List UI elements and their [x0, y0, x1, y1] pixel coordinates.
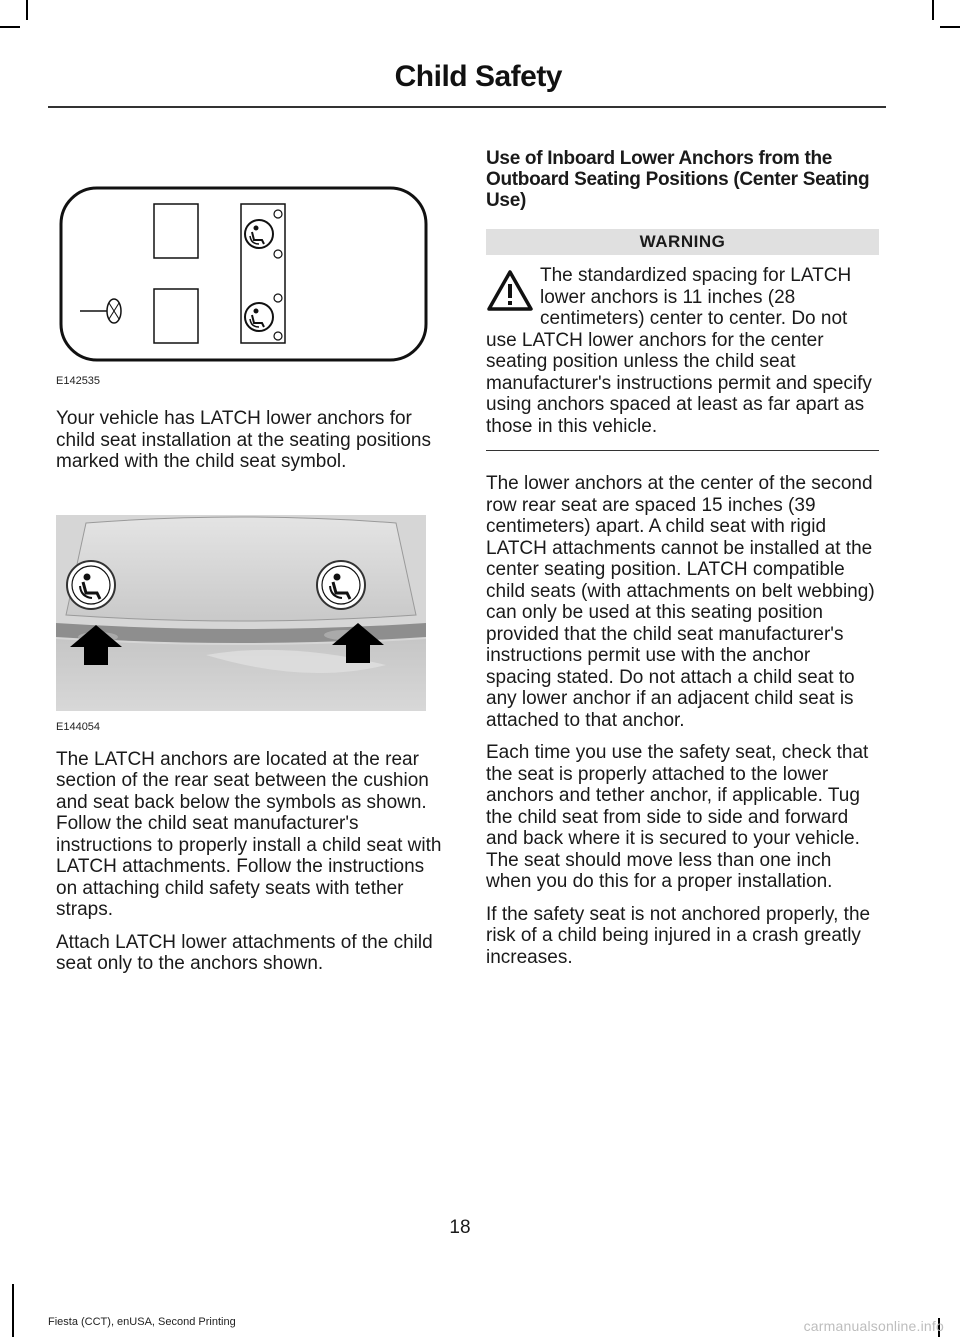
anchor-location-figure [56, 515, 448, 733]
crop-mark [12, 1284, 14, 1337]
paragraph: Each time you use the safety seat, check that the seat is properly attached to the lower anchors and tether anchor, if applicable. Tug the child seat from side to side and forward and back where it is secured to your vehicle. The seat should move less than one inch when you do this for a proper installation. [486, 742, 869, 892]
warning-box [486, 229, 879, 451]
seat-layout-figure [56, 186, 448, 387]
watermark: carmanualsonline.info [803, 1318, 944, 1334]
child-seat-symbol-icon [317, 561, 365, 609]
child-seat-icon [245, 220, 273, 248]
paragraph: The LATCH anchors are located at the rear section of the rear seat between the cushion and seat back below the symbols as shown. Follow the child seat manufacturer's instructions to properly install a child seat with LATCH attachments. Follow the instructions on attaching child safety seats with tether straps. [56, 748, 442, 920]
figure-code: E144054 [56, 720, 101, 733]
child-seat-icon [245, 303, 273, 331]
crop-mark [0, 26, 20, 28]
paragraph: Attach LATCH lower attachments of the child seat only to the anchors shown. [56, 931, 433, 974]
seat-layout-diagram [56, 186, 428, 364]
page-title: Child Safety [394, 60, 562, 93]
warning-divider [486, 450, 879, 451]
left-column [56, 120, 448, 975]
page-number: 18 [449, 1217, 471, 1238]
paragraph: The lower anchors at the center of the second row rear seat are spaced 15 inches (39 centimeters) apart. A child seat with rigid LATCH attachments cannot be installed at the center seating position. LATCH compatible child seats (with attachments on belt webbing) can only be used at this seating position provided that the child seat manufacturer's instructions permit use with the anchor spacing stated. Do not attach a child seat to any lower anchor if an adjacent child seat is attached to that anchor. [486, 473, 875, 731]
section-heading: Use of Inboard Lower Anchors from the Outboard Seating Positions (Center Seating Use) [486, 148, 870, 211]
crop-mark [26, 0, 28, 20]
footer-text: Fiesta (CCT), enUSA, Second Printing [48, 1316, 236, 1328]
figure-code: E142535 [56, 375, 101, 387]
crop-mark [932, 0, 934, 20]
warning-triangle-icon [486, 269, 534, 313]
crop-mark [940, 26, 960, 28]
warning-label: WARNING [486, 229, 879, 255]
right-column [486, 120, 879, 968]
paragraph: Your vehicle has LATCH lower anchors for child seat installation at the seating positions marked with the child seat symbol. [56, 408, 431, 472]
rear-seat-photo [56, 515, 426, 711]
warning-body [486, 265, 879, 437]
child-seat-symbol-icon [67, 561, 115, 609]
paragraph: If the safety seat is not anchored properly, the risk of a child being injured in a crash greatly increases. [486, 903, 871, 968]
warning-text: The standardized spacing for LATCH lower anchors is 11 inches (28 centimeters) center to center. Do not use LATCH lower anchors for the center seating position unless the child seat manufacturer's instructions permit and specify using anchors spaced at least as far apart as those in this vehicle. [486, 265, 872, 437]
header-divider [48, 106, 886, 108]
